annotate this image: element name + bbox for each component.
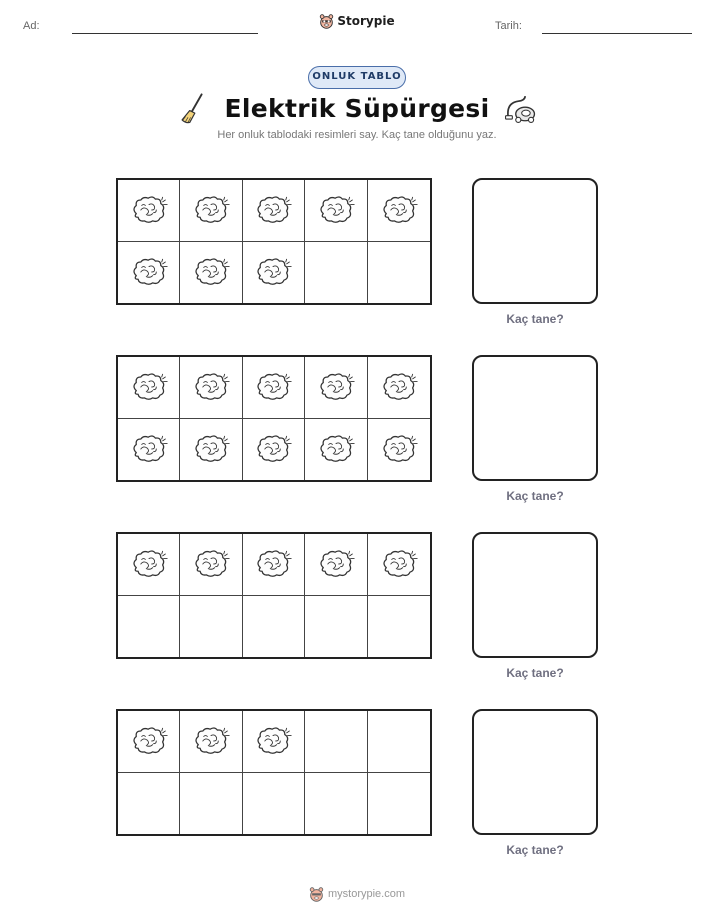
dust-ball-icon [129,724,169,758]
frame-cell [243,596,305,658]
answer-box-1[interactable] [472,178,598,304]
dust-ball-icon [253,255,293,289]
ten-frame-4 [116,709,432,836]
frame-cell [118,534,180,596]
frame-cell [243,357,305,419]
dust-ball-icon [379,370,419,404]
frame-cell [305,534,367,596]
frame-cell [180,180,242,242]
brand-name: Storypie [337,14,395,28]
dust-ball-icon [191,547,231,581]
vacuum-cleaner-icon [503,91,537,125]
dust-ball-icon [191,193,231,227]
frame-cell [118,773,180,835]
frame-cell [305,773,367,835]
dust-ball-icon [253,370,293,404]
frame-cell [180,773,242,835]
footer-url: mystorypie.com [327,888,406,900]
frame-cell [243,773,305,835]
frame-cell [118,357,180,419]
frame-cell [305,180,367,242]
dust-ball-icon [191,255,231,289]
worksheet-tag: ONLUK TABLO [308,66,406,89]
frame-cell [305,596,367,658]
brand [0,13,714,34]
frame-cell [180,534,242,596]
frame-cell [305,242,367,304]
dust-ball-icon [379,547,419,581]
dust-ball-icon [253,724,293,758]
frame-cell [368,357,430,419]
dust-ball-icon [253,547,293,581]
dust-ball-icon [316,193,356,227]
name-label: Ad: [23,20,40,32]
footer [0,886,714,907]
frame-cell [243,419,305,481]
date-label: Tarih: [495,20,522,32]
dust-ball-icon [129,255,169,289]
worksheet-title: Elektrik Süpürgesi [224,93,490,123]
dust-ball-icon [379,193,419,227]
dust-ball-icon [316,547,356,581]
ten-frame-1 [116,178,432,305]
answer-prompt-2: Kaç tane? [506,489,564,503]
frame-cell [368,773,430,835]
title-row [0,88,714,128]
frame-cell [243,242,305,304]
frame-cell [180,419,242,481]
answer-prompt-3: Kaç tane? [506,666,564,680]
dust-ball-icon [129,547,169,581]
frame-cell [368,242,430,304]
dust-ball-icon [191,432,231,466]
frame-cell [243,711,305,773]
frame-cell [243,180,305,242]
dust-ball-icon [253,193,293,227]
frame-cell [305,711,367,773]
frame-cell [368,711,430,773]
frame-cell [368,180,430,242]
frame-cell [368,596,430,658]
footer-mascot-icon [309,886,324,902]
dust-ball-icon [316,370,356,404]
dust-ball-icon [129,193,169,227]
ten-frame-2 [116,355,432,482]
frame-cell [243,534,305,596]
dust-ball-icon [191,724,231,758]
frame-cell [180,711,242,773]
frame-cell [118,180,180,242]
dust-ball-icon [316,432,356,466]
answer-box-3[interactable] [472,532,598,658]
frame-cell [305,419,367,481]
answer-box-4[interactable] [472,709,598,835]
broom-icon [177,91,211,125]
frame-cell [118,242,180,304]
frame-cell [305,357,367,419]
answer-box-2[interactable] [472,355,598,481]
dust-ball-icon [129,370,169,404]
ten-frame-3 [116,532,432,659]
frame-cell [180,357,242,419]
frame-cell [118,419,180,481]
dust-ball-icon [191,370,231,404]
frame-cell [180,596,242,658]
frame-cell [368,419,430,481]
answer-prompt-4: Kaç tane? [506,843,564,857]
frame-cell [368,534,430,596]
date-line[interactable] [542,33,692,34]
answer-prompt-1: Kaç tane? [506,312,564,326]
instructions: Her onluk tablodaki resimleri say. Kaç tane olduğunu yaz. [217,129,497,141]
frame-cell [118,596,180,658]
frame-cell [180,242,242,304]
storypie-mascot-icon [319,13,334,29]
dust-ball-icon [379,432,419,466]
frame-cell [118,711,180,773]
dust-ball-icon [253,432,293,466]
dust-ball-icon [129,432,169,466]
